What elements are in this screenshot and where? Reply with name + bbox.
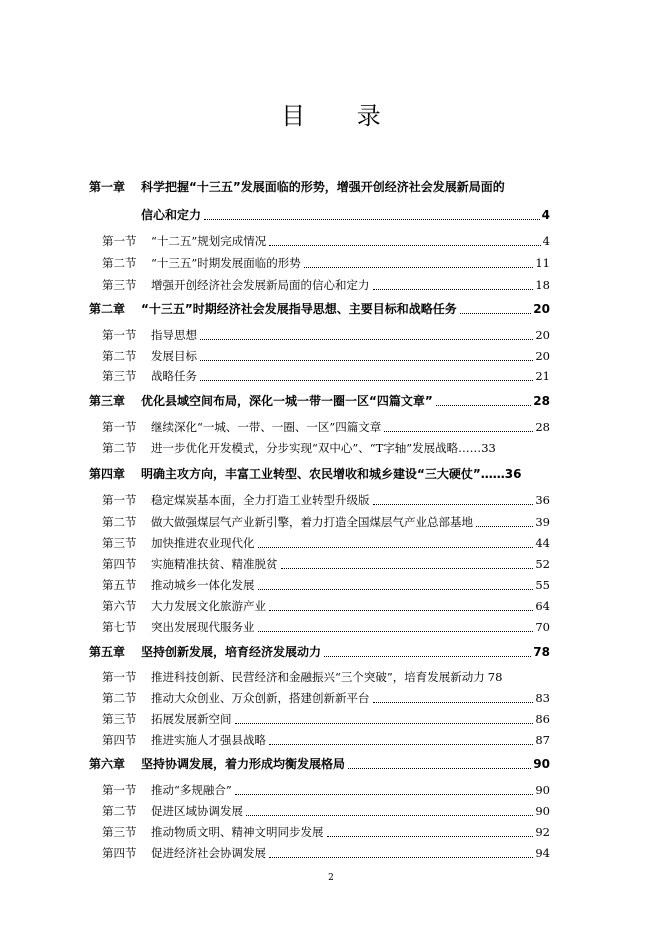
section-title: 加快推进农业现代化: [151, 536, 255, 550]
section-label: 第三节: [102, 278, 137, 292]
page-ref: 94: [535, 846, 550, 860]
section-label: 第四节: [102, 557, 137, 571]
section-label: 第三节: [102, 536, 137, 550]
page-ref: 11: [535, 256, 550, 270]
section-label: 第一节: [102, 328, 137, 342]
section-label: 第一节: [102, 234, 137, 248]
page-ref: 55: [535, 578, 550, 592]
page-ref: 28: [535, 420, 550, 434]
section-label: 第七节: [102, 620, 137, 634]
chapter-label: 第三章: [89, 394, 126, 408]
page-ref: 33: [481, 441, 496, 455]
leader-dots: [373, 504, 534, 505]
leader-dots: [269, 857, 533, 858]
section-title: 做大做强煤层气产业新引擎，着力打造全国煤层气产业总部基地: [151, 515, 473, 529]
section-label: 第五节: [102, 578, 137, 592]
toc-section[interactable]: [102, 416, 550, 436]
section-label: 第二节: [102, 804, 137, 818]
toc-section[interactable]: [102, 821, 550, 841]
leader-dots: [476, 526, 533, 527]
chapter-title: 科学把握“十三五”发展面临的形势，增强开创经济社会发展新局面的: [141, 180, 505, 194]
leader-dots: [258, 589, 534, 590]
toc-section[interactable]: [102, 708, 550, 728]
leader-dots: [258, 547, 534, 548]
toc-section[interactable]: [102, 437, 550, 457]
toc-section[interactable]: [102, 687, 550, 707]
toc-section[interactable]: [102, 532, 550, 552]
section-label: 第四节: [102, 733, 137, 747]
leader-dots: [258, 631, 534, 632]
section-label: 第二节: [102, 515, 137, 529]
leader-dots: [269, 610, 533, 611]
toc-section[interactable]: [102, 800, 550, 820]
section-title: 促进经济社会协调发展: [151, 846, 266, 860]
section-title: 突出发展现代服务业: [151, 620, 255, 634]
toc-chapter-6[interactable]: [89, 753, 550, 773]
toc-section[interactable]: [102, 489, 550, 509]
section-label: 第三节: [102, 712, 137, 726]
section-label: 第二节: [102, 349, 137, 363]
section-title: 推动城乡一体化发展: [151, 578, 255, 592]
section-label: 第四节: [102, 846, 137, 860]
section-label: 第二节: [102, 691, 137, 705]
page-ref: 90: [533, 757, 550, 771]
toc-chapter-1-heading-cont[interactable]: [141, 204, 550, 224]
section-title: 推动物质文明、精神文明同步发展: [151, 825, 324, 839]
chapter-title: “十三五”时期经济社会发展指导思想、主要目标和战略任务: [141, 302, 457, 316]
section-label: 第六节: [102, 599, 137, 613]
page-ref: 21: [535, 369, 550, 383]
chapter-label: 第六章: [89, 757, 126, 771]
chapter-title: 坚持协调发展，着力形成均衡发展格局: [141, 757, 346, 771]
section-title: 稳定煤炭基本面，全力打造工业转型升级版: [151, 493, 370, 507]
chapter-label: 第一章: [89, 180, 126, 194]
page-ref: 78: [533, 645, 550, 659]
toc-section[interactable]: [102, 252, 550, 272]
section-title: 增强开创经济社会发展新局面的信心和定力: [151, 278, 370, 292]
toc-chapter-1-heading[interactable]: [89, 176, 558, 196]
section-label: 第一节: [102, 493, 137, 507]
section-title: 推进实施人才强县战略: [151, 733, 266, 747]
chapter-label: 第二章: [89, 302, 126, 316]
leader-dots: [204, 219, 540, 220]
page-ref: 52: [535, 557, 550, 571]
page-ref: 78: [487, 670, 503, 684]
section-title: 促进区域协调发展: [151, 804, 243, 818]
toc-section[interactable]: [102, 230, 550, 250]
section-label: 第三节: [102, 369, 137, 383]
page-ref: 36: [504, 467, 522, 481]
section-title: 指导思想: [151, 328, 197, 342]
leader-dots: [269, 245, 540, 246]
toc-section[interactable]: [102, 616, 550, 636]
chapter-label: 第五章: [89, 645, 126, 659]
chapter-title: 坚持创新发展，培育经济发展动力: [141, 645, 322, 659]
page-ref: 36: [535, 493, 550, 507]
section-title: 继续深化“一城、一带、一圈、一区”四篇文章: [151, 420, 382, 434]
page-ref: 83: [535, 691, 550, 705]
leader-dots: [460, 313, 532, 314]
toc-section[interactable]: [102, 365, 550, 385]
page-ref: 20: [533, 302, 550, 316]
page-title: 目 录: [281, 102, 403, 130]
leader-dots: [373, 289, 534, 290]
leader-dots: [200, 380, 533, 381]
section-label: 第一节: [102, 783, 137, 797]
page-ref: 18: [535, 278, 550, 292]
section-title: 实施精准扶贫、精准脱贫: [151, 557, 278, 571]
page-ref: 44: [535, 536, 550, 550]
chapter-title: 优化县域空间布局，深化一城一带一圈一区“四篇文章”: [141, 394, 433, 408]
leader-dots: [373, 702, 534, 703]
toc-section[interactable]: [102, 345, 550, 365]
leader-dots: [200, 360, 533, 361]
leader-dots: [246, 815, 533, 816]
section-title: 大力发展文化旅游产业: [151, 599, 266, 613]
section-label: 第二节: [102, 256, 137, 270]
leader-dots: [327, 836, 534, 837]
toc-section[interactable]: [102, 729, 550, 749]
section-title: 进一步优化开发模式，分步实现“双中心”、“T字轴”发展战略……: [151, 441, 482, 455]
leader-dots: [384, 431, 533, 432]
section-title: 推动大众创业、万众创新，搭建创新新平台: [151, 691, 370, 705]
toc-section[interactable]: [102, 842, 550, 862]
section-label: 第三节: [102, 825, 137, 839]
toc-section[interactable]: [102, 511, 550, 531]
leader-dots: [281, 568, 534, 569]
toc-section[interactable]: [102, 574, 550, 594]
section-title: 推动“多规融合”: [151, 783, 232, 797]
section-title: “十二五”规划完成情况: [151, 234, 267, 248]
page-ref: 64: [535, 599, 550, 613]
toc-section[interactable]: [102, 274, 550, 294]
page-ref: 86: [535, 712, 550, 726]
chapter-label: 第四章: [89, 467, 126, 481]
leader-dots: [304, 267, 534, 268]
leader-dots: [200, 339, 533, 340]
page-ref: 4: [541, 208, 550, 222]
leader-dots: [235, 794, 534, 795]
page-ref: 90: [535, 783, 550, 797]
page-ref: 87: [535, 733, 550, 747]
section-title: “十三五”时期发展面临的形势: [151, 256, 301, 270]
page-ref: 4: [542, 234, 550, 248]
chapter-title: 明确主攻方向，丰富工业转型、农民增收和城乡建设“三大硬仗”……: [141, 467, 505, 481]
toc-section[interactable]: [102, 595, 550, 615]
leader-dots: [348, 768, 531, 769]
section-title: 战略任务: [151, 369, 197, 383]
leader-dots: [269, 744, 533, 745]
section-title: 拓展发展新空间: [151, 712, 232, 726]
section-title: 发展目标: [151, 349, 197, 363]
section-label: 第一节: [102, 670, 137, 684]
leader-dots: [436, 405, 532, 406]
section-label: 第二节: [102, 441, 137, 455]
toc-section[interactable]: [102, 553, 550, 573]
toc-section[interactable]: [102, 779, 550, 799]
leader-dots: [324, 656, 531, 657]
page-ref: 70: [535, 620, 550, 634]
page-ref: 39: [535, 515, 550, 529]
page-ref: 92: [535, 825, 550, 839]
leader-dots: [235, 723, 534, 724]
page-ref: 20: [535, 328, 550, 342]
page-number: 2: [328, 873, 334, 883]
page-ref: 90: [535, 804, 550, 818]
section-label: 第一节: [102, 420, 137, 434]
toc-section[interactable]: [102, 666, 550, 686]
toc-chapter-5[interactable]: [89, 641, 550, 661]
page-ref: 28: [533, 394, 550, 408]
chapter-title: 信心和定力: [141, 208, 202, 222]
toc-chapter-4[interactable]: [89, 463, 550, 483]
section-title: 推进科技创新、民营经济和金融振兴“三个突破”，培育发展新动力: [151, 670, 485, 684]
page-ref: 20: [535, 349, 550, 363]
toc-chapter-2[interactable]: [89, 298, 550, 318]
toc-section[interactable]: [102, 324, 550, 344]
toc-chapter-3[interactable]: [89, 390, 550, 410]
